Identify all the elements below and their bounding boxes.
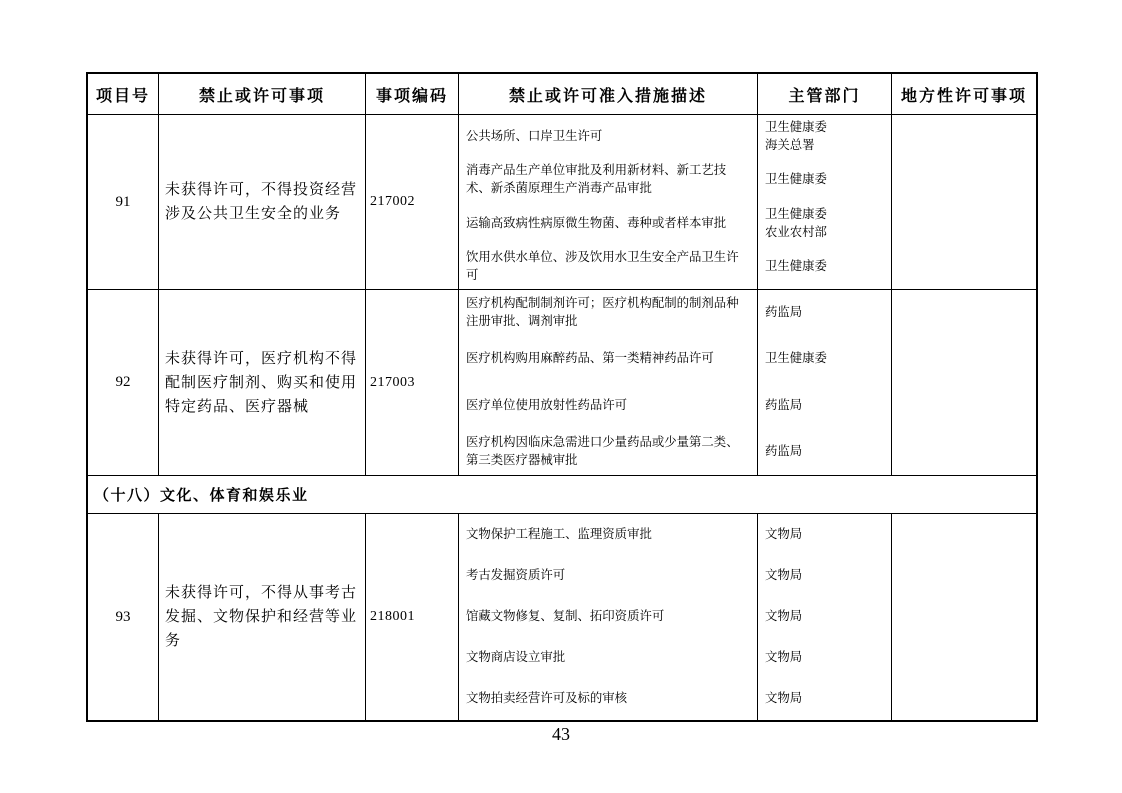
project-number: 92: [88, 290, 159, 475]
project-number: 93: [88, 514, 159, 720]
header-measure-description: 禁止或许可准入措施描述: [459, 74, 758, 114]
dept-name: 卫生健康委: [765, 172, 827, 187]
measure-dept: [758, 159, 891, 203]
table-header-row: [88, 74, 1036, 115]
measure-dept: [758, 290, 891, 336]
prohibited-item-text: [159, 514, 366, 720]
measure-dept: [758, 514, 891, 555]
prohibited-item-text: [159, 115, 366, 289]
measure-dept: [758, 202, 891, 246]
measure-desc-text: 医疗单位使用放射性药品许可: [466, 397, 628, 412]
header-item-code: 事项编码: [366, 74, 459, 114]
measure-dept: [758, 383, 891, 429]
dept-lines: [765, 443, 802, 461]
measure-dept: [758, 246, 891, 290]
measure-desc: [459, 202, 757, 246]
dept-name: 卫生健康委: [765, 206, 827, 221]
header-prohibited-or-permitted-item: 禁止或许可事项: [159, 74, 366, 114]
project-number: 91: [88, 115, 159, 289]
measure-desc: [459, 290, 757, 336]
header-competent-department: 主管部门: [758, 74, 892, 114]
dept-lines: [765, 608, 802, 626]
dept-name: 文物局: [765, 567, 803, 582]
prohibited-item-text: [159, 290, 366, 475]
measure-desc: [459, 115, 757, 159]
dept-lines: [765, 304, 802, 322]
dept-lines: [765, 397, 802, 415]
measure-desc: [459, 514, 757, 555]
dept-lines: [765, 350, 827, 368]
measure-desc: [459, 638, 757, 679]
section-header-title: （十八）文化、体育和娱乐业: [94, 487, 309, 504]
measure-desc-text: 医疗机构配制制剂许可；医疗机构配制的制剂品种注册审批、调剂审批: [466, 296, 739, 329]
measure-dept: [758, 115, 891, 159]
measure-desc-text: 公共场所、口岸卫生许可: [466, 128, 603, 143]
dept-lines: [765, 649, 802, 667]
dept-lines: [765, 526, 802, 544]
measure-desc-text: 考古发掘资质许可: [466, 567, 566, 582]
dept-lines: [765, 258, 827, 276]
dept-lines: [765, 567, 802, 585]
measure-desc: [459, 555, 757, 596]
measure-desc-text: 文物拍卖经营许可及标的审核: [466, 691, 628, 706]
dept-name: 文物局: [765, 650, 803, 665]
measure-desc: [459, 336, 757, 382]
measure-desc-text: 文物保护工程施工、监理资质审批: [466, 526, 652, 541]
measure-descriptions: [459, 290, 758, 475]
measure-dept: [758, 555, 891, 596]
competent-departments: [758, 115, 892, 289]
prohibited-item-label: 未获得许可，不得从事考古发掘、文物保护和经营等业务: [165, 585, 358, 649]
dept-name: 药监局: [765, 397, 803, 412]
competent-departments: [758, 514, 892, 720]
local-permit-cell: [892, 290, 1036, 475]
table-row-93: [88, 514, 1036, 720]
prohibited-item-label: 未获得许可，不得投资经营涉及公共卫生安全的业务: [165, 182, 358, 222]
dept-name: 农业农村部: [765, 224, 827, 239]
measure-desc-text: 医疗机构因临床急需进口少量药品或少量第二类、第三类医疗器械审批: [466, 434, 739, 467]
measure-dept: [758, 596, 891, 637]
measure-desc: [459, 679, 757, 720]
measure-desc: [459, 383, 757, 429]
measure-dept: [758, 638, 891, 679]
dept-lines: [765, 119, 827, 155]
measure-desc-text: 运输高致病性病原微生物菌、毒种或者样本审批: [466, 215, 727, 230]
header-project-number: 项目号: [88, 74, 159, 114]
measure-descriptions: [459, 115, 758, 289]
dept-name: 卫生健康委: [765, 351, 827, 366]
table-row-91: [88, 115, 1036, 290]
local-permit-cell: [892, 115, 1036, 289]
dept-name: 药监局: [765, 305, 803, 320]
dept-name: 文物局: [765, 526, 803, 541]
dept-name: 文物局: [765, 609, 803, 624]
section-header-row: [88, 476, 1036, 514]
dept-name: 文物局: [765, 691, 803, 706]
measure-desc-text: 文物商店设立审批: [466, 650, 566, 665]
measure-desc-text: 馆藏文物修复、复制、拓印资质许可: [466, 609, 665, 624]
measure-desc: [459, 246, 757, 290]
header-local-permit-item: 地方性许可事项: [900, 87, 1027, 105]
measure-descriptions: [459, 514, 758, 720]
measure-desc-text: 消毒产品生产单位审批及利用新材料、新工艺技术、新杀菌原理生产消毒产品审批: [466, 163, 727, 196]
item-code: 217002: [366, 115, 459, 289]
item-code: 217003: [366, 290, 459, 475]
prohibited-item-label: 未获得许可，医疗机构不得配制医疗制剂、购买和使用特定药品、医疗器械: [165, 350, 358, 415]
measure-dept: [758, 336, 891, 382]
market-access-permit-table: [86, 72, 1038, 722]
dept-name: 卫生健康委: [765, 259, 827, 274]
measure-desc-text: 医疗机构购用麻醉药品、第一类精神药品许可: [466, 351, 714, 366]
dept-lines: [765, 171, 827, 189]
dept-name: 药监局: [765, 443, 803, 458]
item-code: 218001: [366, 514, 459, 720]
measure-desc: [459, 159, 757, 203]
measure-dept: [758, 679, 891, 720]
measure-desc: [459, 429, 757, 475]
page-number: 43: [552, 724, 570, 744]
measure-desc-text: 饮用水供水单位、涉及饮用水卫生安全产品卫生许可: [466, 250, 739, 283]
competent-departments: [758, 290, 892, 475]
dept-name: 海关总署: [765, 137, 815, 152]
dept-lines: [765, 206, 827, 242]
dept-name: 卫生健康委: [765, 119, 827, 134]
table-row-92: [88, 290, 1036, 476]
dept-lines: [765, 690, 802, 708]
local-permit-cell: [892, 514, 1036, 720]
measure-desc: [459, 596, 757, 637]
measure-dept: [758, 429, 891, 475]
